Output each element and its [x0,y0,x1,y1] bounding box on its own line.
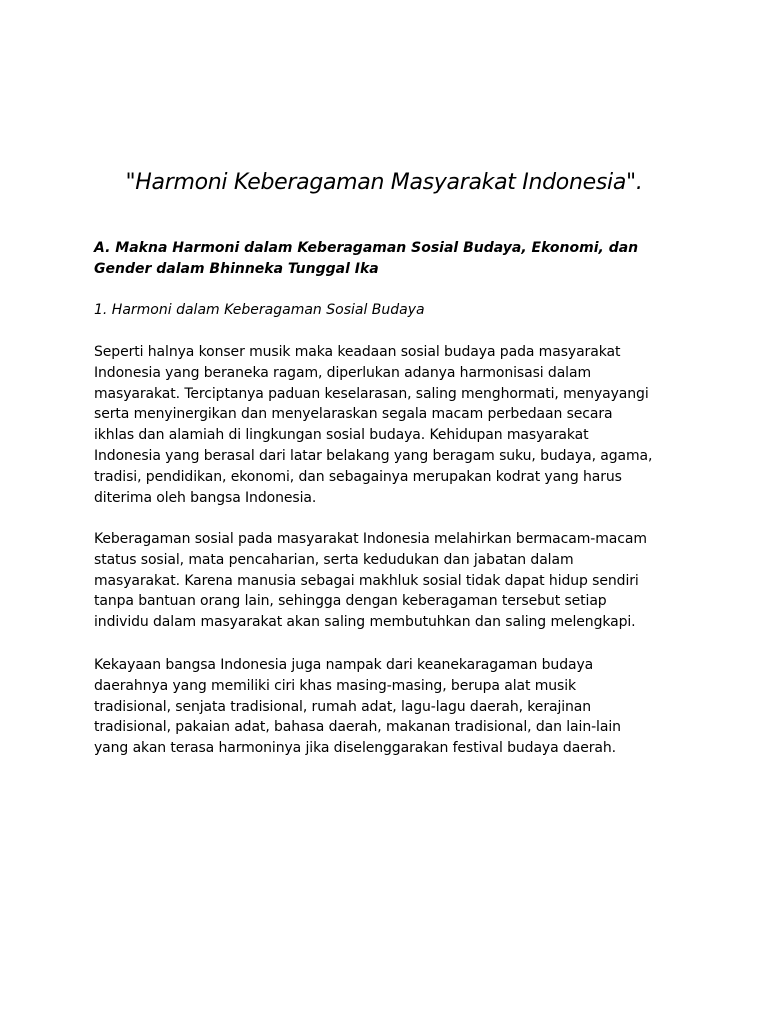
paragraph-line: yang akan terasa harmoninya jika diselenggarakan festival budaya daerah. [94,740,616,757]
paragraph-line: serta menyinergikan dan menyelaraskan segala macam perbedaan secara [94,406,613,423]
paragraph-line: Seperti halnya konser musik maka keadaan sosial budaya pada masyarakat [94,344,621,360]
paragraph-2 [94,529,689,633]
paragraph-line: tradisi, pendidikan, ekonomi, dan sebagainya merupakan kodrat yang harus [94,468,622,485]
paragraph-line: masyarakat. Terciptanya paduan keselarasan, saling menghormati, menyayangi [94,385,649,402]
paragraph-line: masyarakat. Karena manusia sebagai makhluk sosial tidak dapat hidup sendiri [94,572,639,589]
paragraph-line: tradisional, pakaian adat, bahasa daerah, makanan tradisional, dan lain-lain [94,719,621,736]
paragraph-line: ikhlas dan alamiah di lingkungan sosial budaya. Kehidupan masyarakat [94,427,589,444]
sub-heading: 1. Harmoni dalam Keberagaman Sosial Budaya [94,302,425,318]
paragraph-line: tradisional, senjata tradisional, rumah adat, lagu-lagu daerah, kerajinan [94,698,592,715]
paragraph-line: daerahnya yang memiliki ciri khas masing-masing, berupa alat musik [94,677,577,694]
section-heading [94,238,694,279]
paragraph-line: Indonesia yang beraneka ragam, diperlukan adanya harmonisasi dalam [94,364,591,381]
paragraph-line: Kekayaan bangsa Indonesia juga nampak dari keanekaragaman budaya [94,657,594,673]
document-title: "Harmoni Keberagaman Masyarakat Indonesia". [125,170,643,195]
paragraph-line: diterima oleh bangsa Indonesia. [94,489,317,506]
section-heading-line: Gender dalam Bhinneka Tunggal Ika [94,260,379,277]
paragraph-line: individu dalam masyarakat akan saling membutuhkan dan saling melengkapi. [94,614,636,631]
section-heading-line: A. Makna Harmoni dalam Keberagaman Sosial Budaya, Ekonomi, dan [94,240,639,256]
paragraph-line: Keberagaman sosial pada masyarakat Indonesia melahirkan bermacam-macam [94,531,647,547]
paragraph-line: status sosial, mata pencaharian, serta kedudukan dan jabatan dalam [94,551,574,568]
paragraph-1 [94,342,689,508]
paragraph-3 [94,655,689,759]
paragraph-line: Indonesia yang berasal dari latar belakang yang beragam suku, budaya, agama, [94,447,653,464]
paragraph-line: tanpa bantuan orang lain, sehingga dengan keberagaman tersebut setiap [94,593,607,610]
